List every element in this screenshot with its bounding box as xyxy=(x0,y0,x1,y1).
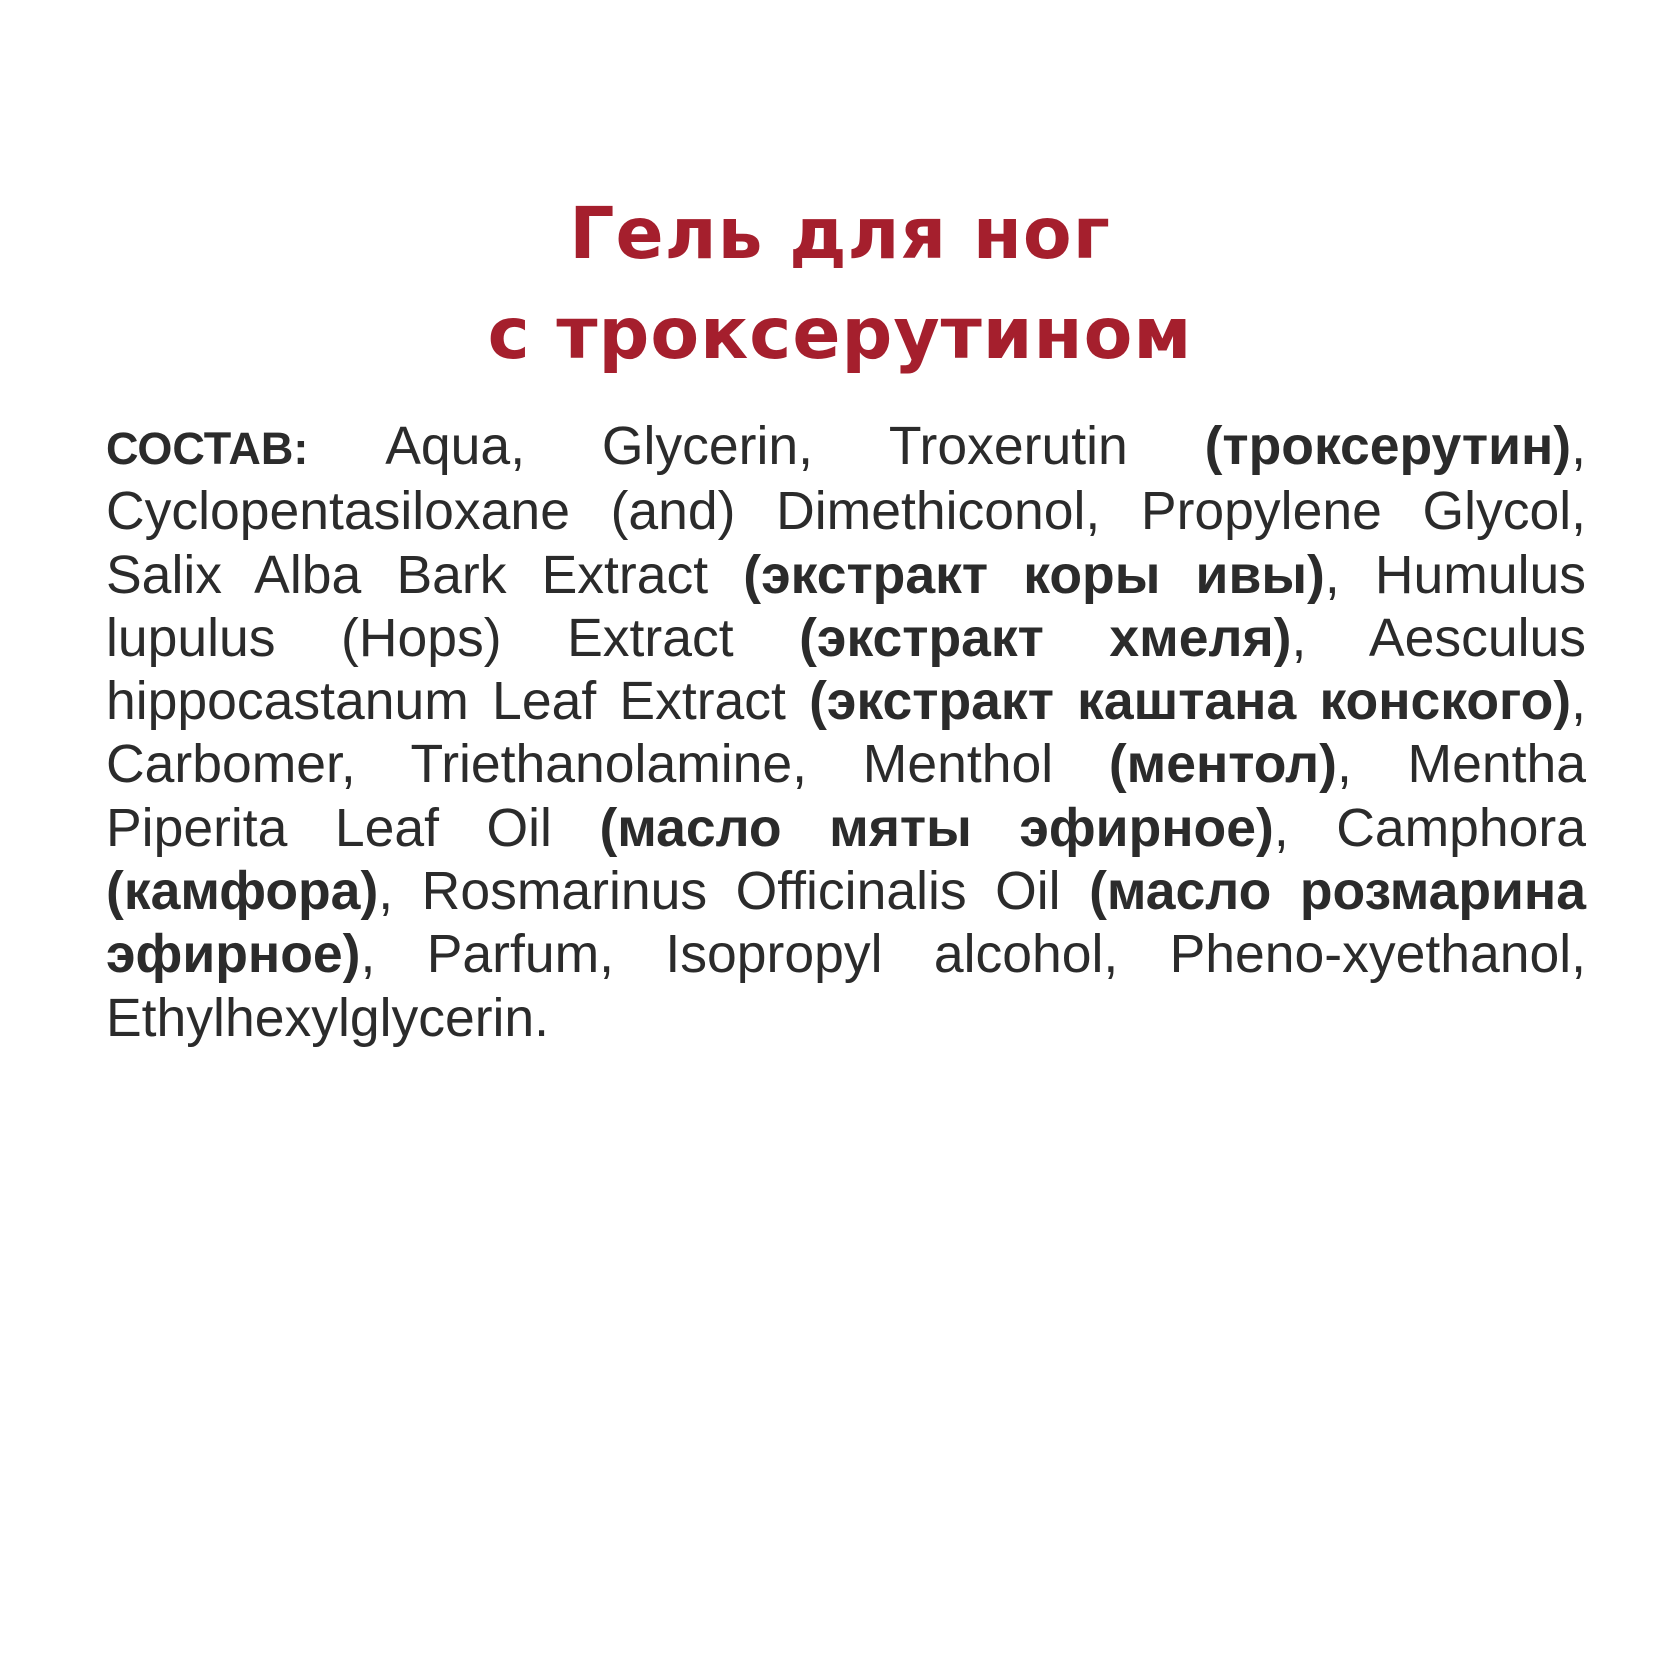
ingredient-segment: , Carbomer, Triethanolamine, Menthol xyxy=(106,672,1586,795)
ingredient-segment-bold: (экстракт каштана конского) xyxy=(809,672,1572,732)
ingredients-paragraph xyxy=(106,415,1586,1050)
product-title-line-2: с троксерутином xyxy=(487,292,1193,375)
ingredient-segment: , Humulus lupulus xyxy=(106,545,1586,668)
ingredient-segment: , Cyclopentasiloxane (and) Dimethiconol, Propylene Glycol, Salix Alba Bark Extract xyxy=(106,417,1586,605)
ingredient-segment: , Camphora xyxy=(1273,798,1586,858)
ingredient-segment: , Aesculus hippocastanum Leaf Extract xyxy=(106,608,1586,732)
ingredients-label: СОСТАВ: xyxy=(106,423,309,474)
product-title-line-1: Гель для ног xyxy=(569,192,1111,275)
ingredient-segment: (Hops) Extract xyxy=(275,608,800,668)
ingredient-segment-bold: (масло мяты эфирное) xyxy=(599,798,1274,858)
ingredient-segment-bold: (экстракт коры ивы) xyxy=(743,545,1325,605)
ingredient-segment: , Mentha Piperita Leaf Oil xyxy=(106,735,1586,858)
ingredient-segment-bold: (троксерутин) xyxy=(1204,417,1572,476)
ingredient-segment-bold: (масло розмарина эфирное) xyxy=(106,862,1587,985)
ingredient-segment-bold: (ментол) xyxy=(1108,735,1337,795)
ingredient-segment: Aqua, Glycerin, Troxerutin xyxy=(308,417,1205,476)
ingredient-segment-bold: (экстракт хмеля) xyxy=(799,608,1292,668)
ingredient-segment: , Parfum, Isopropyl alcohol, Pheno-xyethanol, Ethylhexylglycerin. xyxy=(106,925,1586,1048)
ingredient-segment-bold: (камфора) xyxy=(106,862,379,922)
ingredient-segment: , Rosmarinus Officinalis Oil xyxy=(378,862,1090,922)
